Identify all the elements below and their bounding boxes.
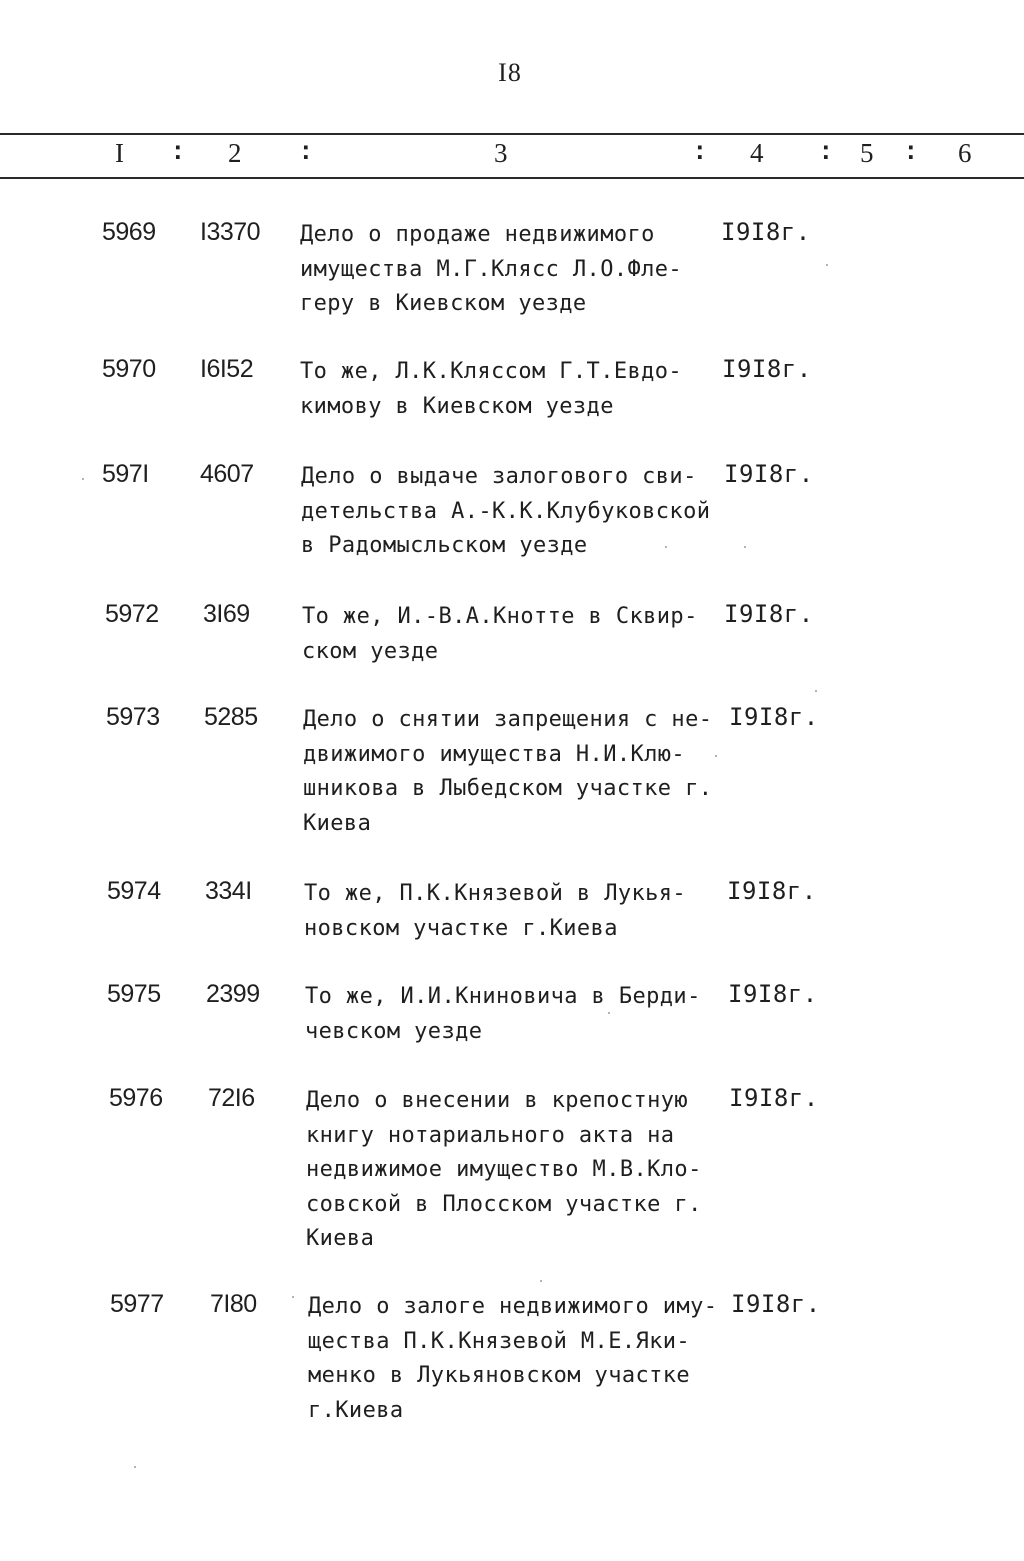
header-rule-top [0,133,1024,135]
case-title [300,218,740,322]
case-title-line: ском уезде [302,638,439,664]
case-title-line: То же, И.И.Книновича в Берди- [305,984,701,1009]
page-number: I8 [498,58,522,87]
case-title [308,1290,748,1428]
scan-speck [134,1466,136,1468]
case-title [303,703,743,841]
scan-speck [608,1012,610,1014]
scan-speck [815,690,817,692]
column-header-3: 3 [494,138,508,168]
scan-speck [665,546,667,548]
inventory-number: 5977 [110,1290,164,1318]
case-title-line: Киева [303,810,372,836]
inventory-number: 5970 [102,355,156,383]
old-case-number: I6I52 [200,355,254,383]
old-case-number: 2399 [206,980,260,1008]
old-case-number: I3370 [200,218,261,246]
case-year: I9I8г. [724,460,814,488]
case-year: I9I8г. [729,1084,819,1112]
case-title-line: чевском уезде [305,1018,483,1044]
case-title-line: менко в Лукьяновском участке [308,1363,691,1388]
column-header-2: 2 [228,138,242,168]
column-separator: : [298,137,314,167]
old-case-number: 7I80 [210,1290,257,1318]
case-year: I9I8г. [727,877,817,905]
old-case-number: 334I [205,877,252,905]
column-header-6: 6 [958,138,972,168]
scan-speck [82,478,84,480]
case-title [302,600,742,669]
case-title [305,980,745,1049]
inventory-number: 5969 [102,218,156,246]
case-title [301,460,741,564]
case-title-line: То же, П.К.Князевой в Лукья- [304,881,687,906]
case-title-line: движимого имущества Н.И.Клю- [303,741,686,767]
scan-speck [292,1296,294,1298]
scan-speck [826,264,828,266]
inventory-number: 5972 [105,600,159,628]
case-year: I9I8г. [724,600,814,628]
scan-speck [540,1280,542,1282]
case-title-line: в Радомысльском уезде [301,533,588,558]
scan-speck [715,755,717,757]
case-title [304,877,744,946]
case-title-line: Дело о снятии запрещения с не- [303,707,713,732]
case-title-line: Дело о выдаче залогового сви- [301,464,697,489]
case-year: I9I8г. [728,980,818,1008]
case-title-line: книгу нотариального акта на [306,1122,675,1148]
case-title-line: геру в Киевском уезде [300,291,587,316]
case-title-line: имущества М.Г.Кляcc Л.О.Фле- [300,256,683,282]
case-year: I9I8г. [722,355,812,383]
column-separator: : [692,137,708,167]
scan-speck [744,546,746,548]
inventory-number: 5976 [109,1084,163,1112]
inventory-number: 5974 [107,877,161,905]
column-header-5: 5 [860,138,874,168]
case-title-line: детельства А.-К.К.Клубуковской [301,498,711,524]
old-case-number: 5285 [204,703,258,731]
case-year: I9I8г. [731,1290,821,1318]
column-separator: : [170,137,186,167]
case-title-line: кимову в Киевском уезде [300,393,614,419]
case-title-line: г.Киева [308,1397,404,1423]
case-title-line: То же, Л.К.Кляссом Г.Т.Евдо- [300,359,683,384]
case-title-line: Дело о продаже недвижимого [300,222,655,247]
column-separator: : [903,137,919,167]
case-title-line: Киева [306,1226,375,1251]
column-header-1: I [115,138,124,168]
column-header-4: 4 [750,138,764,168]
case-year: I9I8г. [721,218,811,246]
inventory-number: 5975 [107,980,161,1008]
case-title-line: шникова в Лыбедском участке г. [303,776,713,801]
case-title-line: недвижимое имущество М.В.Кло- [306,1157,702,1182]
inventory-number: 5973 [106,703,160,731]
case-title-line: Дело о залоге недвижимого иму- [308,1294,718,1319]
case-year: I9I8г. [729,703,819,731]
case-title-line: То же, И.-В.А.Кнотте в Сквир- [302,604,698,629]
header-rule-bottom [0,177,1024,179]
case-title [306,1084,746,1257]
case-title-line: щества П.К.Князевой М.Е.Яки- [308,1328,691,1354]
old-case-number: 4607 [200,460,254,488]
case-title-line: Дело о внесении в крепостную [306,1088,689,1113]
case-title-line: совской в Плосском участке г. [306,1191,702,1217]
old-case-number: 3I69 [203,600,250,628]
inventory-number: 597I [102,460,149,488]
case-title [300,355,740,424]
case-title-line: новском участке г.Киева [304,915,618,941]
column-separator: : [818,137,834,167]
old-case-number: 72I6 [208,1084,255,1112]
